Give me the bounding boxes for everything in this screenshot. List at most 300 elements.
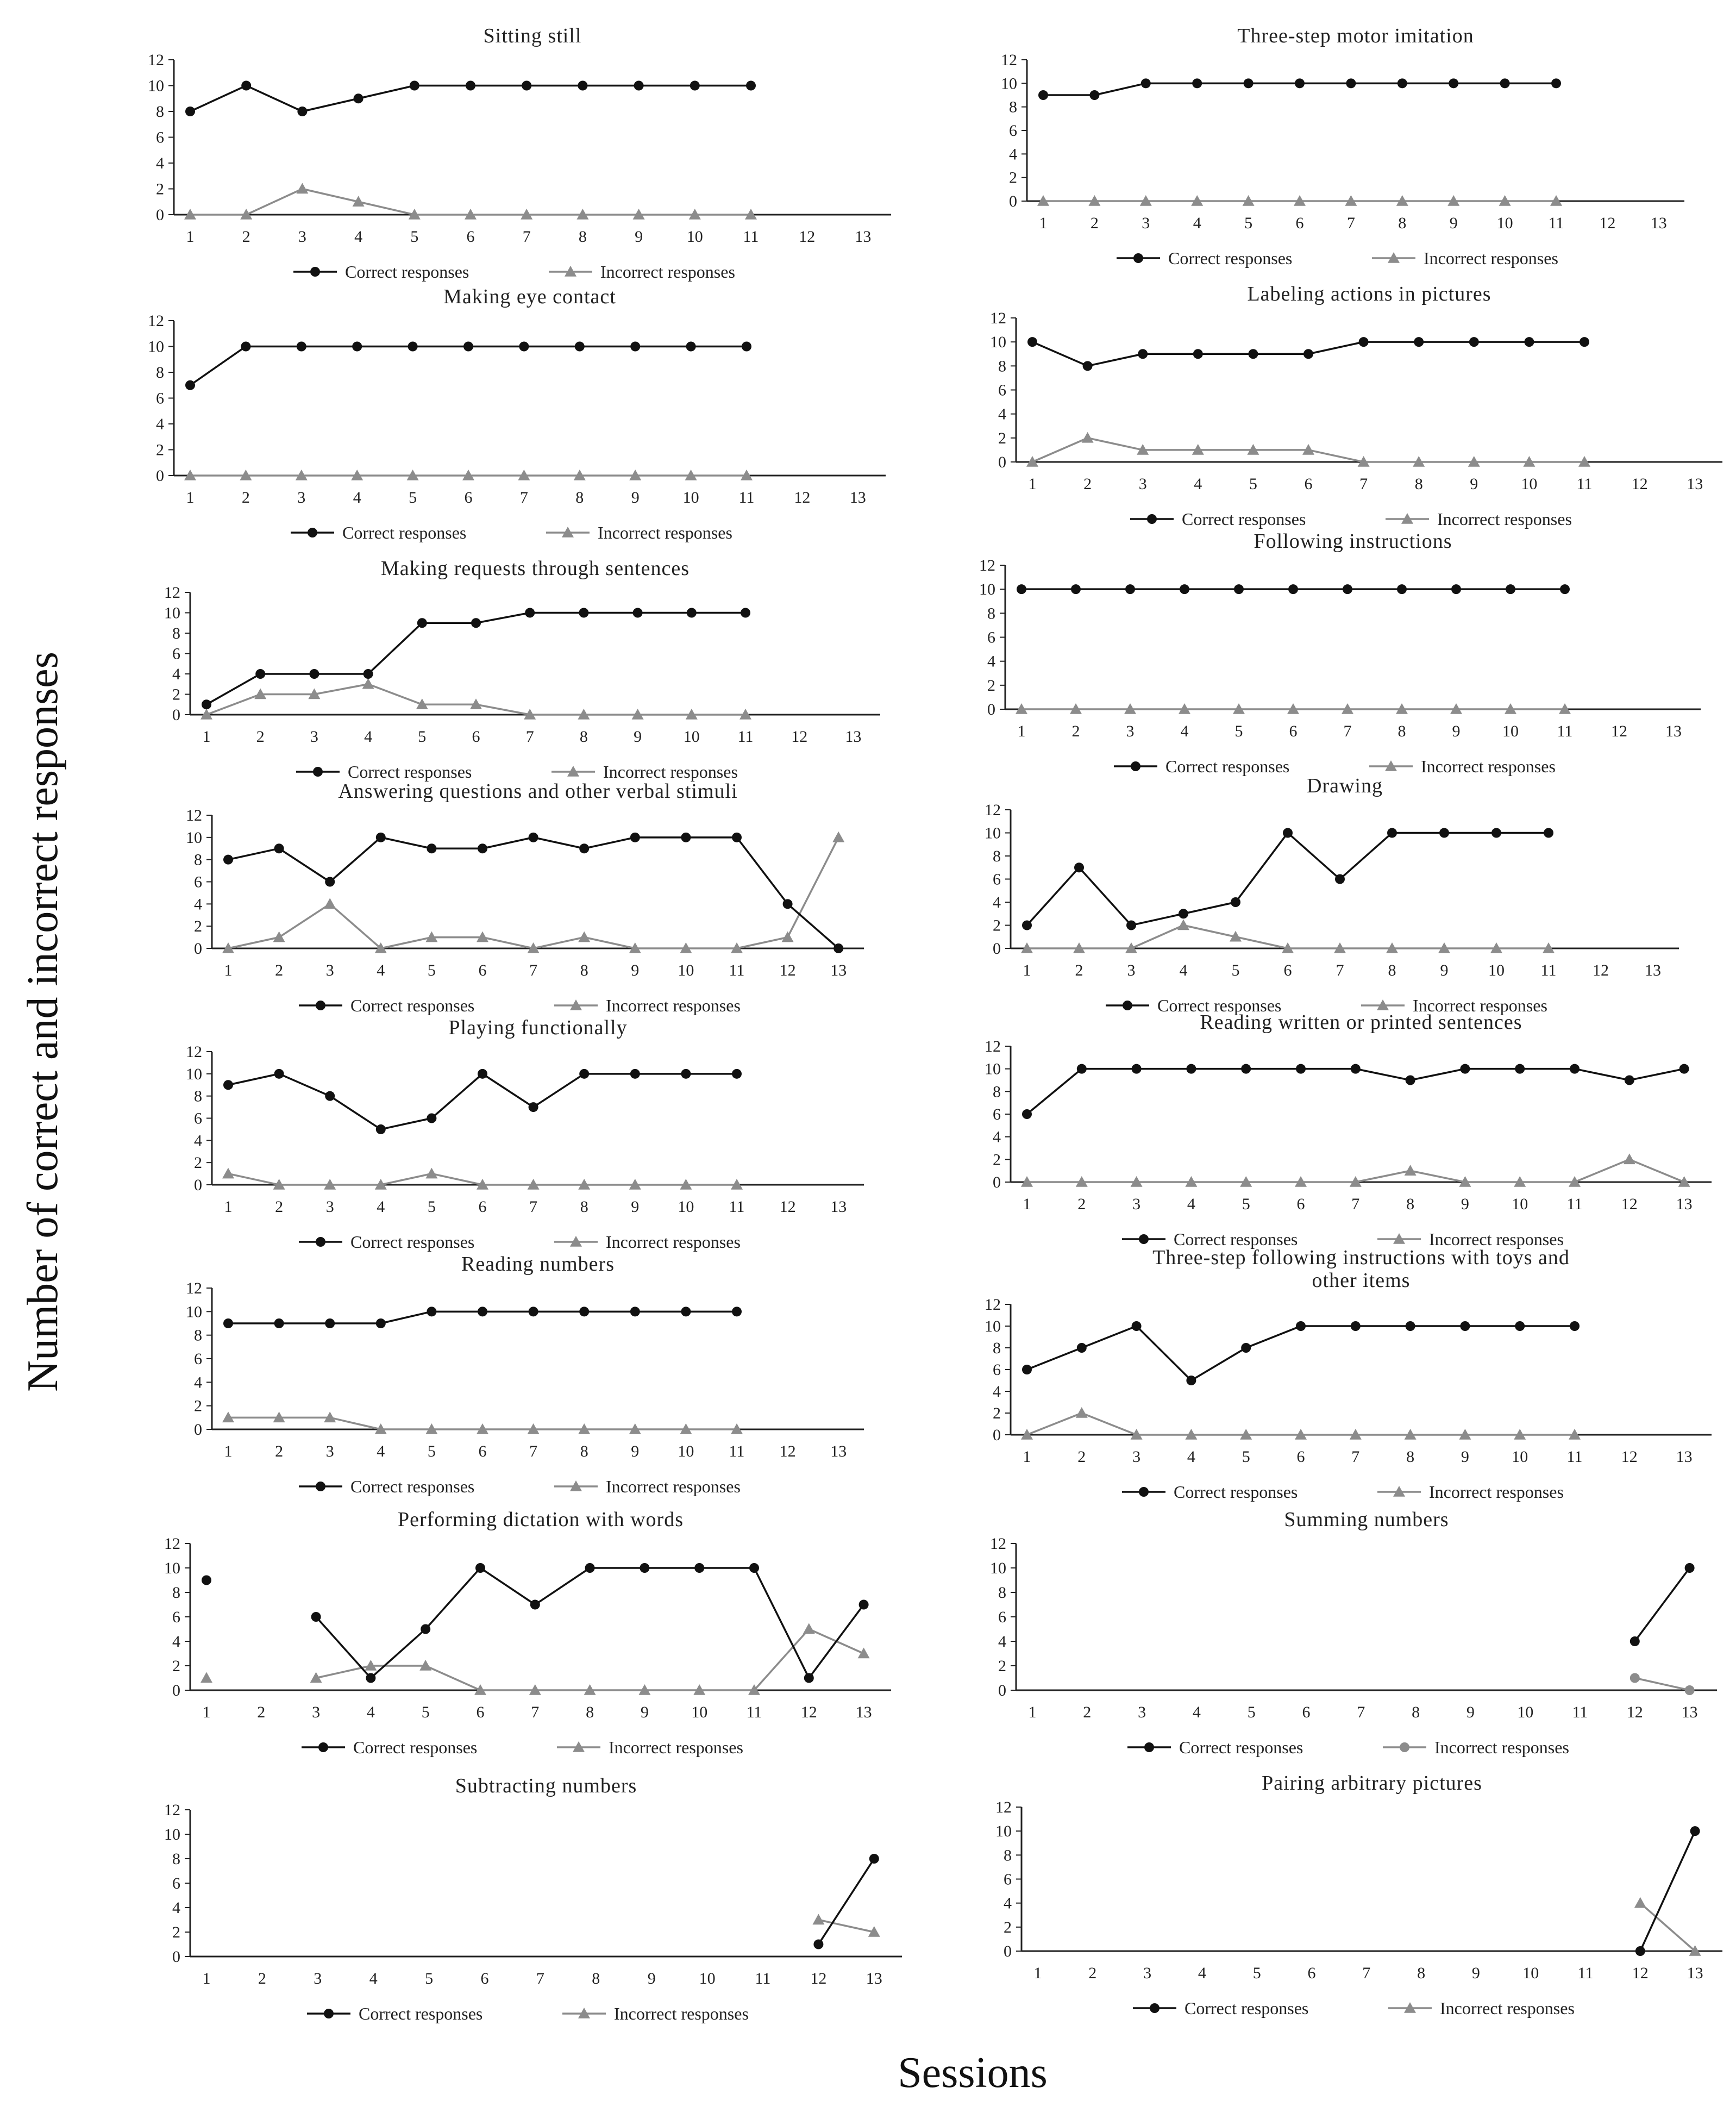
incorrect-series-point — [578, 932, 590, 942]
correct-series-point — [742, 342, 751, 352]
correct-series-point — [255, 669, 265, 679]
panel-title: Following instructions — [1254, 530, 1452, 553]
y-tick-label: 2 — [998, 1657, 1006, 1675]
correct-series-point — [1022, 1365, 1032, 1374]
correct-series-point — [1295, 78, 1305, 88]
incorrect-series-point — [222, 1168, 234, 1179]
x-tick-label: 11 — [1557, 722, 1573, 740]
x-tick-label: 1 — [1023, 961, 1031, 979]
x-tick-label: 10 — [682, 489, 699, 507]
x-tick-label: 2 — [242, 228, 250, 246]
correct-series-point — [376, 833, 386, 842]
x-tick-label: 10 — [1521, 475, 1538, 493]
y-tick-label: 12 — [985, 1296, 1001, 1314]
y-tick-label: 2 — [172, 1923, 180, 1941]
legend-correct-label: Correct responses — [1179, 1738, 1303, 1757]
x-tick-label: 5 — [421, 1703, 430, 1721]
panel-chart — [148, 285, 886, 542]
y-tick-label: 4 — [1004, 1894, 1012, 1912]
x-tick-label: 4 — [364, 728, 373, 746]
correct-series-point — [1359, 337, 1369, 347]
y-tick-label: 4 — [194, 895, 202, 914]
x-tick-label: 1 — [224, 1198, 233, 1216]
x-tick-label: 8 — [1398, 214, 1407, 232]
x-tick-label: 7 — [519, 489, 528, 507]
correct-series-point — [681, 833, 691, 842]
x-tick-label: 9 — [647, 1970, 656, 1988]
x-tick-label: 1 — [1028, 475, 1037, 493]
panel-title: Drawing — [1307, 774, 1383, 797]
x-tick-label: 3 — [1138, 1703, 1146, 1721]
legend-correct-marker — [316, 1482, 325, 1491]
panel-title: Reading written or printed sentences — [1200, 1011, 1522, 1034]
y-tick-label: 10 — [164, 1826, 180, 1843]
x-tick-label: 13 — [866, 1970, 882, 1988]
correct-series-point — [1351, 1321, 1361, 1331]
correct-series-point — [1193, 349, 1203, 359]
legend-correct-label: Correct responses — [345, 262, 469, 282]
y-tick-label: 6 — [194, 1350, 202, 1368]
x-tick-label: 2 — [1075, 961, 1083, 979]
x-tick-label: 12 — [1621, 1195, 1638, 1213]
y-tick-label: 6 — [1004, 1870, 1012, 1889]
x-tick-label: 6 — [464, 489, 473, 507]
x-tick-label: 2 — [1071, 722, 1080, 740]
x-tick-label: 8 — [1414, 475, 1423, 493]
x-tick-label: 6 — [480, 1970, 489, 1988]
correct-series-point — [634, 81, 644, 91]
x-tick-label: 3 — [1142, 214, 1150, 232]
correct-series-point — [1460, 1321, 1470, 1331]
x-tick-label: 6 — [1296, 1195, 1305, 1213]
correct-series-line — [228, 838, 838, 948]
legend — [307, 2004, 749, 2023]
x-tick-label: 5 — [425, 1970, 434, 1988]
y-tick-label: 0 — [998, 1682, 1006, 1699]
x-tick-label: 3 — [1126, 722, 1135, 740]
correct-series-point — [471, 618, 481, 628]
correct-series-point — [352, 342, 362, 352]
legend-incorrect-label: Incorrect responses — [1437, 509, 1572, 529]
y-tick-label: 2 — [998, 429, 1006, 447]
x-tick-label: 5 — [1231, 961, 1240, 979]
incorrect-series-point — [832, 832, 844, 842]
legend-correct-label: Correct responses — [350, 1232, 475, 1252]
x-tick-label: 5 — [1242, 1195, 1250, 1213]
y-tick-label: 6 — [998, 1608, 1006, 1626]
y-tick-label: 4 — [156, 415, 164, 433]
correct-series-point — [630, 1307, 640, 1316]
x-tick-label: 7 — [536, 1970, 544, 1988]
y-tick-label: 4 — [993, 893, 1001, 911]
x-tick-label: 10 — [686, 228, 703, 246]
legend-correct-label: Correct responses — [359, 2004, 483, 2023]
y-tick-label: 6 — [172, 1608, 180, 1626]
correct-series-point — [274, 1069, 284, 1079]
x-tick-label: 7 — [1362, 1964, 1371, 1982]
correct-series-point — [1234, 584, 1244, 594]
correct-series-point — [202, 1576, 211, 1585]
legend-incorrect-label: Incorrect responses — [1429, 1229, 1564, 1249]
x-tick-label: 13 — [855, 1703, 872, 1721]
x-tick-label: 7 — [531, 1703, 540, 1721]
x-tick-label: 3 — [314, 1970, 322, 1988]
y-tick-label: 6 — [172, 645, 180, 663]
correct-series-line — [1635, 1568, 1690, 1641]
x-tick-label: 11 — [729, 1198, 745, 1216]
x-tick-label: 4 — [1194, 475, 1202, 493]
legend-correct-marker — [1131, 761, 1140, 771]
y-tick-label: 0 — [172, 1682, 180, 1699]
correct-series-point — [1179, 909, 1188, 918]
correct-series-point — [325, 1091, 335, 1101]
correct-series-point — [630, 1069, 640, 1079]
correct-series-point — [1570, 1064, 1580, 1074]
x-tick-label: 12 — [1599, 214, 1616, 232]
x-tick-label: 12 — [791, 728, 808, 746]
correct-series-point — [687, 608, 697, 618]
correct-series-point — [1192, 78, 1202, 88]
correct-series-line — [1027, 1069, 1684, 1114]
x-tick-label: 3 — [325, 961, 334, 979]
y-tick-label: 4 — [998, 405, 1006, 423]
correct-series-point — [325, 877, 335, 887]
legend-correct-marker — [1139, 1487, 1149, 1497]
x-tick-label: 12 — [1621, 1448, 1638, 1466]
x-tick-label: 4 — [366, 1703, 375, 1721]
x-tick-label: 12 — [800, 1703, 817, 1721]
correct-series-point — [1248, 349, 1258, 359]
x-tick-label: 3 — [297, 489, 306, 507]
x-tick-label: 9 — [1461, 1195, 1469, 1213]
y-tick-label: 2 — [1009, 168, 1017, 187]
correct-series-point — [325, 1318, 335, 1328]
y-tick-label: 10 — [186, 1303, 202, 1321]
panel-title: Subtracting numbers — [455, 1774, 637, 1797]
correct-series-point — [1335, 874, 1345, 884]
y-tick-label: 10 — [985, 824, 1001, 842]
correct-series-point — [1027, 337, 1037, 347]
correct-series-line — [190, 347, 747, 385]
legend-correct-label: Correct responses — [1185, 1998, 1309, 2018]
legend-correct-label: Correct responses — [1174, 1482, 1298, 1502]
x-tick-label: 8 — [580, 961, 588, 979]
y-tick-label: 12 — [164, 1801, 180, 1819]
incorrect-series-point — [1177, 920, 1189, 930]
y-tick-label: 6 — [987, 628, 995, 647]
x-tick-label: 8 — [580, 1198, 588, 1216]
y-tick-label: 8 — [998, 357, 1006, 376]
panel-chart — [985, 1246, 1712, 1502]
correct-series-point — [311, 1612, 321, 1622]
x-tick-label: 5 — [427, 1198, 436, 1216]
y-tick-label: 8 — [194, 851, 202, 869]
incorrect-series-point — [362, 678, 374, 689]
x-tick-label: 9 — [631, 1442, 640, 1460]
correct-series-point — [1544, 828, 1553, 838]
correct-series-point — [223, 1080, 233, 1090]
legend-correct-marker — [1139, 1234, 1149, 1244]
y-tick-label: 6 — [156, 128, 164, 147]
x-tick-label: 8 — [1406, 1195, 1415, 1213]
legend-correct-label: Correct responses — [1168, 248, 1293, 268]
y-tick-label: 10 — [1001, 74, 1017, 93]
correct-series-point — [1138, 349, 1148, 359]
correct-series-point — [241, 342, 250, 352]
correct-series-point — [466, 81, 475, 91]
y-tick-label: 0 — [156, 467, 164, 485]
y-tick-label: 0 — [172, 706, 180, 724]
x-tick-label: 6 — [478, 1198, 487, 1216]
correct-series-point — [783, 899, 793, 909]
correct-series-point — [525, 608, 535, 618]
x-tick-label: 11 — [755, 1970, 771, 1988]
incorrect-series-line — [228, 838, 838, 948]
legend — [296, 762, 738, 782]
legend-correct-label: Correct responses — [1182, 509, 1306, 529]
x-tick-label: 7 — [1351, 1448, 1360, 1466]
y-tick-label: 2 — [172, 685, 180, 704]
y-tick-label: 12 — [979, 557, 995, 574]
y-tick-label: 6 — [993, 870, 1001, 889]
x-tick-label: 1 — [1017, 722, 1026, 740]
correct-series-point — [427, 843, 436, 853]
y-tick-label: 12 — [186, 807, 202, 824]
x-tick-label: 5 — [1234, 722, 1243, 740]
correct-series-line — [228, 1074, 737, 1129]
panel-chart — [186, 780, 864, 1015]
x-tick-label: 12 — [1593, 961, 1609, 979]
panel-chart — [979, 530, 1701, 776]
x-tick-label: 4 — [353, 489, 361, 507]
legend-correct-label: Correct responses — [353, 1738, 478, 1757]
panel-chart — [990, 283, 1722, 529]
panel-title: Labeling actions in pictures — [1247, 283, 1491, 305]
incorrect-series-point — [273, 932, 285, 942]
correct-series-point — [529, 833, 538, 842]
x-tick-label: 1 — [202, 728, 211, 746]
correct-series-point — [1283, 828, 1293, 838]
correct-series-point — [309, 669, 319, 679]
x-tick-label: 6 — [1302, 1703, 1311, 1721]
correct-series-point — [1406, 1076, 1415, 1085]
panel-chart — [148, 24, 891, 282]
incorrect-series-point — [324, 898, 336, 909]
y-tick-label: 2 — [194, 1397, 202, 1415]
panel-chart — [990, 1508, 1717, 1757]
y-tick-label: 12 — [186, 1043, 202, 1061]
legend-correct-marker — [308, 528, 317, 538]
correct-series-point — [633, 608, 643, 618]
x-tick-label: 7 — [529, 961, 538, 979]
correct-series-point — [1180, 584, 1189, 594]
correct-series-point — [421, 1624, 430, 1634]
y-tick-label: 2 — [993, 916, 1001, 935]
y-tick-label: 10 — [186, 828, 202, 847]
correct-series-point — [578, 81, 587, 91]
correct-series-point — [427, 1307, 436, 1316]
x-tick-label: 6 — [478, 1442, 487, 1460]
x-tick-label: 12 — [810, 1970, 827, 1988]
y-tick-label: 12 — [990, 1535, 1006, 1553]
panel-title: Making requests through sentences — [380, 557, 690, 580]
incorrect-series-point — [1405, 1165, 1417, 1176]
x-tick-label: 3 — [310, 728, 318, 746]
correct-series-point — [427, 1114, 436, 1123]
panel-title: Answering questions and other verbal stimuli — [338, 780, 738, 803]
legend-correct-label: Correct responses — [1174, 1229, 1298, 1249]
x-tick-label: 2 — [258, 1970, 266, 1988]
y-tick-label: 0 — [194, 1176, 202, 1194]
x-tick-label: 9 — [1466, 1703, 1475, 1721]
x-tick-label: 13 — [1645, 961, 1661, 979]
x-tick-label: 2 — [1083, 1703, 1092, 1721]
y-tick-label: 10 — [148, 77, 164, 95]
x-tick-label: 1 — [1039, 214, 1048, 232]
legend-correct-label: Correct responses — [1165, 757, 1290, 776]
x-tick-label: 4 — [1179, 961, 1188, 979]
y-tick-label: 8 — [998, 1584, 1006, 1602]
panel-title: Pairing arbitrary pictures — [1262, 1772, 1482, 1795]
x-tick-label: 3 — [325, 1442, 334, 1460]
x-tick-label: 6 — [478, 961, 487, 979]
correct-series-point — [1397, 78, 1407, 88]
correct-series-point — [686, 342, 696, 352]
y-tick-label: 10 — [985, 1060, 1001, 1078]
x-tick-label: 1 — [186, 489, 195, 507]
x-tick-label: 1 — [1023, 1195, 1031, 1213]
x-tick-label: 12 — [1631, 475, 1648, 493]
incorrect-series-point — [803, 1623, 815, 1634]
y-tick-label: 8 — [194, 1087, 202, 1105]
correct-series-point — [1296, 1064, 1306, 1074]
correct-series-point — [749, 1563, 759, 1573]
y-tick-label: 2 — [194, 1154, 202, 1172]
x-tick-label: 1 — [202, 1703, 211, 1721]
y-tick-label: 0 — [194, 940, 202, 958]
y-tick-label: 10 — [995, 1822, 1012, 1841]
x-tick-label: 7 — [1346, 214, 1355, 232]
x-tick-label: 13 — [1676, 1448, 1693, 1466]
x-tick-label: 7 — [1343, 722, 1352, 740]
correct-series-point — [1635, 1946, 1645, 1956]
x-tick-label: 13 — [1681, 1703, 1698, 1721]
legend — [291, 523, 732, 542]
correct-series-point — [1343, 584, 1352, 594]
y-tick-label: 6 — [156, 389, 164, 408]
x-tick-label: 6 — [472, 728, 480, 746]
x-tick-label: 1 — [224, 961, 233, 979]
x-tick-label: 6 — [466, 228, 475, 246]
correct-series-point — [1580, 337, 1589, 347]
y-tick-label: 12 — [985, 801, 1001, 819]
x-tick-label: 8 — [580, 1442, 588, 1460]
x-tick-label: 13 — [830, 1442, 847, 1460]
y-tick-label: 8 — [172, 624, 180, 642]
y-tick-label: 0 — [194, 1421, 202, 1439]
x-tick-label: 2 — [1088, 1964, 1097, 1982]
y-tick-label: 12 — [1001, 51, 1017, 69]
x-tick-label: 2 — [257, 1703, 266, 1721]
x-tick-label: 6 — [1295, 214, 1304, 232]
x-tick-label: 8 — [1397, 722, 1406, 740]
correct-series-point — [478, 1307, 487, 1316]
correct-series-point — [1351, 1064, 1361, 1074]
correct-series-point — [1460, 1064, 1470, 1074]
x-tick-label: 5 — [1249, 475, 1257, 493]
y-tick-label: 8 — [1009, 98, 1017, 116]
correct-series-point — [185, 107, 195, 116]
x-tick-label: 11 — [743, 228, 759, 246]
legend-correct-marker — [324, 2009, 334, 2018]
correct-series-point — [1570, 1321, 1580, 1331]
panel-title: Sitting still — [483, 24, 582, 47]
x-tick-label: 12 — [779, 961, 796, 979]
x-tick-label: 11 — [1577, 1964, 1594, 1982]
incorrect-series-point — [1082, 432, 1094, 443]
y-tick-label: 8 — [993, 1083, 1001, 1101]
correct-series-point — [297, 107, 307, 116]
incorrect-series-point — [1624, 1153, 1635, 1164]
legend — [302, 1738, 743, 1757]
incorrect-series-point — [1685, 1685, 1695, 1695]
correct-series-line — [818, 1859, 874, 1945]
correct-series-point — [1515, 1321, 1525, 1331]
x-tick-label: 8 — [1412, 1703, 1420, 1721]
correct-series-point — [741, 608, 750, 618]
correct-series-point — [585, 1563, 595, 1573]
correct-series-point — [690, 81, 700, 91]
legend — [1114, 757, 1556, 776]
incorrect-series-line — [1635, 1678, 1690, 1691]
correct-series-point — [1414, 337, 1424, 347]
x-tick-label: 6 — [1307, 1964, 1316, 1982]
y-tick-label: 8 — [993, 847, 1001, 865]
x-tick-label: 12 — [1632, 1964, 1649, 1982]
correct-series-point — [859, 1600, 869, 1610]
panel-chart — [985, 1011, 1712, 1249]
x-tick-label: 9 — [1461, 1448, 1469, 1466]
correct-series-point — [1083, 361, 1093, 371]
x-tick-label: 12 — [779, 1198, 796, 1216]
x-tick-label: 4 — [1187, 1195, 1195, 1213]
correct-series-point — [1469, 337, 1479, 347]
y-tick-label: 2 — [156, 441, 164, 459]
correct-series-point — [1397, 584, 1407, 594]
legend-incorrect-label: Incorrect responses — [614, 2004, 749, 2023]
panel-chart — [186, 1016, 864, 1252]
legend-incorrect-label: Incorrect responses — [1413, 996, 1547, 1015]
y-tick-label: 8 — [194, 1326, 202, 1345]
y-tick-label: 6 — [1009, 122, 1017, 140]
incorrect-series-point — [296, 183, 308, 194]
x-tick-label: 8 — [1417, 1964, 1426, 1982]
x-tick-label: 8 — [1406, 1448, 1415, 1466]
y-tick-label: 2 — [156, 180, 164, 198]
x-tick-label: 7 — [1336, 961, 1344, 979]
correct-series-point — [681, 1307, 691, 1316]
legend-incorrect-label: Incorrect responses — [609, 1738, 743, 1757]
y-tick-label: 6 — [194, 1109, 202, 1128]
correct-series-point — [1506, 584, 1515, 594]
x-axis-label: Sessions — [898, 2049, 1048, 2097]
x-tick-label: 11 — [1566, 1448, 1583, 1466]
x-tick-label: 5 — [427, 961, 436, 979]
y-tick-label: 6 — [194, 873, 202, 891]
correct-series-point — [1524, 337, 1534, 347]
correct-series-point — [1022, 1109, 1032, 1119]
x-tick-label: 7 — [522, 228, 531, 246]
